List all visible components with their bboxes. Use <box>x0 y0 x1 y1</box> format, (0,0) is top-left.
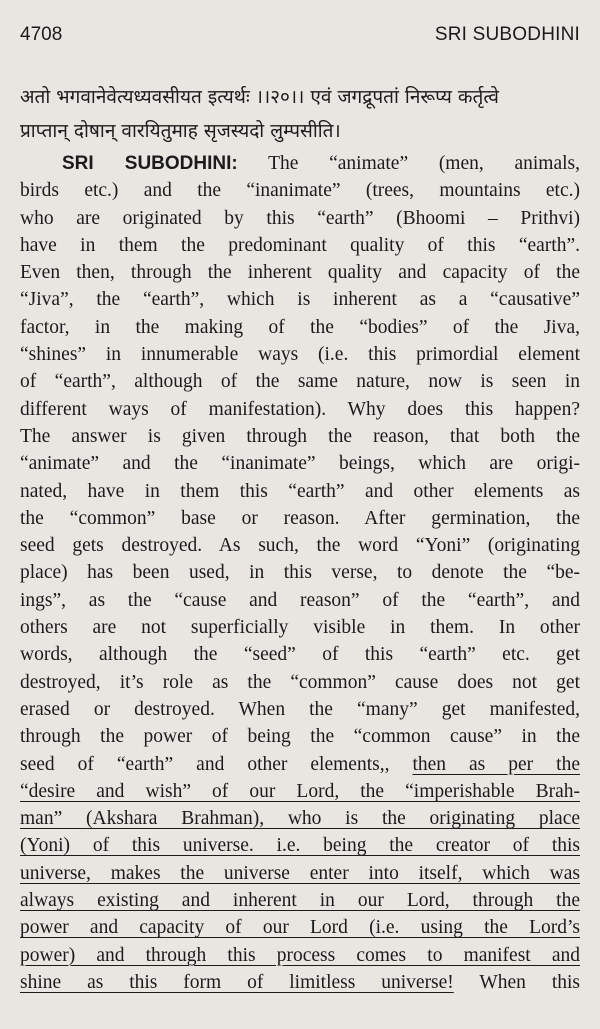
commentary-line <box>20 751 580 778</box>
commentary-line: erased or destroyed. When the “many” get manifested, <box>20 698 580 720</box>
underlined-line: (Yoni) of this universe. i.e. being the creator of this <box>20 835 580 857</box>
commentary-line: who are originated by this “earth” (Bhoomi – Prithvi) <box>20 207 580 229</box>
underlined-line: always existing and inherent in our Lord, through the <box>20 890 580 912</box>
commentary-line: of “earth”, although of the same nature, now is seen in <box>20 371 580 393</box>
sanskrit-line: अतो भगवानेवेत्यध्यवसीयत इत्यर्थः ।।२०।। एवं जगद्रूपतां निरूप्य कर्तृत्वे <box>20 86 499 108</box>
commentary-line: factor, in the making of the “bodies” of the Jiva, <box>20 316 580 338</box>
english-commentary <box>20 150 580 996</box>
commentary-line: Even then, through the inherent quality and capacity of the <box>20 262 580 284</box>
underlined-text: shine as this form of limitless universe! <box>20 971 454 993</box>
underlined-line: power) and through this process comes to manifest and <box>20 944 580 966</box>
commentary-line <box>20 969 580 996</box>
section-heading: SRI SUBODHINI: <box>62 153 238 174</box>
page-number: 4708 <box>20 24 63 45</box>
commentary-line: nated, have in them this “earth” and other elements as <box>20 480 580 502</box>
running-title: SRI SUBODHINI <box>434 24 580 45</box>
commentary-line: different ways of manifestation). Why does this happen? <box>20 398 580 420</box>
underlined-text: then as per the <box>412 753 580 775</box>
commentary-line: have in them the predominant quality of this “earth”. <box>20 234 580 256</box>
page-header <box>20 22 580 48</box>
commentary-line: “Jiva”, the “earth”, which is inherent as a “causative” <box>20 289 580 311</box>
underlined-line: universe, makes the universe enter into itself, which was <box>20 862 580 884</box>
commentary-line: place) has been used, in this verse, to denote the “be- <box>20 562 580 584</box>
commentary-text: The “animate” (men, animals, <box>268 153 580 174</box>
sanskrit-line: प्राप्तान् दोषान् वारयितुमाह सृजस्यदो लुम्पसीति। <box>20 120 341 142</box>
commentary-line: ings”, as the “cause and reason” of the “earth”, and <box>20 589 580 611</box>
commentary-line: “animate” and the “inanimate” beings, which are origi- <box>20 453 580 475</box>
commentary-line: the “common” base or reason. After germination, the <box>20 507 580 529</box>
underlined-line: man” (Akshara Brahman), who is the originating place <box>20 808 580 830</box>
commentary-line <box>20 150 580 177</box>
underlined-line: power and capacity of our Lord (i.e. using the Lord’s <box>20 917 580 939</box>
commentary-line: The answer is given through the reason, that both the <box>20 425 580 447</box>
commentary-line: birds etc.) and the “inanimate” (trees, mountains etc.) <box>20 180 580 202</box>
commentary-text: When this <box>479 971 580 993</box>
underlined-line: “desire and wish” of our Lord, the “imperishable Brah- <box>20 780 580 802</box>
commentary-line: “shines” in innumerable ways (i.e. this primordial element <box>20 344 580 366</box>
commentary-text: seed of “earth” and other elements,, <box>20 753 390 775</box>
commentary-line: destroyed, it’s role as the “common” cause does not get <box>20 671 580 693</box>
commentary-line: seed gets destroyed. As such, the word “Yoni” (originating <box>20 535 580 557</box>
commentary-line: words, although the “seed” of this “earth” etc. get <box>20 644 580 666</box>
sanskrit-verse-commentary <box>20 80 580 148</box>
commentary-line: through the power of being the “common cause” in the <box>20 726 580 748</box>
commentary-line: others are not superficially visible in them. In other <box>20 617 580 639</box>
